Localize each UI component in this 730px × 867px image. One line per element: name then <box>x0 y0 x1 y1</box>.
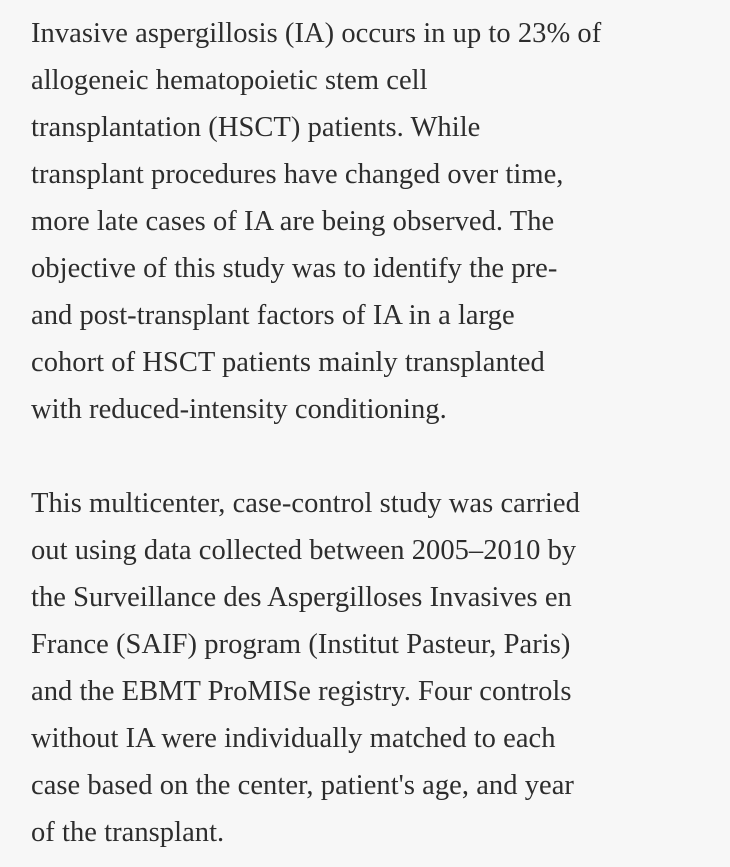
text-line: and the EBMT ProMISe registry. Four controls <box>31 676 572 707</box>
text-line: the Surveillance des Aspergilloses Invasives en <box>31 582 572 613</box>
text-line: objective of this study was to identify the pre- <box>31 253 558 284</box>
text-line: transplantation (HSCT) patients. While <box>31 112 481 143</box>
text-line: without IA were individually matched to each <box>31 723 556 754</box>
text-line: with reduced-intensity conditioning. <box>31 394 447 425</box>
text-line: transplant procedures have changed over time, <box>31 159 564 190</box>
text-line: and post-transplant factors of IA in a large <box>31 300 515 331</box>
text-line: cohort of HSCT patients mainly transplanted <box>31 347 545 378</box>
paragraph-background <box>31 10 710 433</box>
text-line: case based on the center, patient's age, and year <box>31 770 574 801</box>
text-line: more late cases of IA are being observed. The <box>31 206 555 237</box>
text-line: allogeneic hematopoietic stem cell <box>31 65 428 96</box>
text-line: out using data collected between 2005–2010 by <box>31 535 577 566</box>
text-line: Invasive aspergillosis (IA) occurs in up to 23% of <box>31 18 602 49</box>
text-line: of the transplant. <box>31 817 225 848</box>
text-line: This multicenter, case-control study was carried <box>31 488 580 519</box>
text-line: France (SAIF) program (Institut Pasteur, Paris) <box>31 629 571 660</box>
paragraph-methods <box>31 480 710 856</box>
